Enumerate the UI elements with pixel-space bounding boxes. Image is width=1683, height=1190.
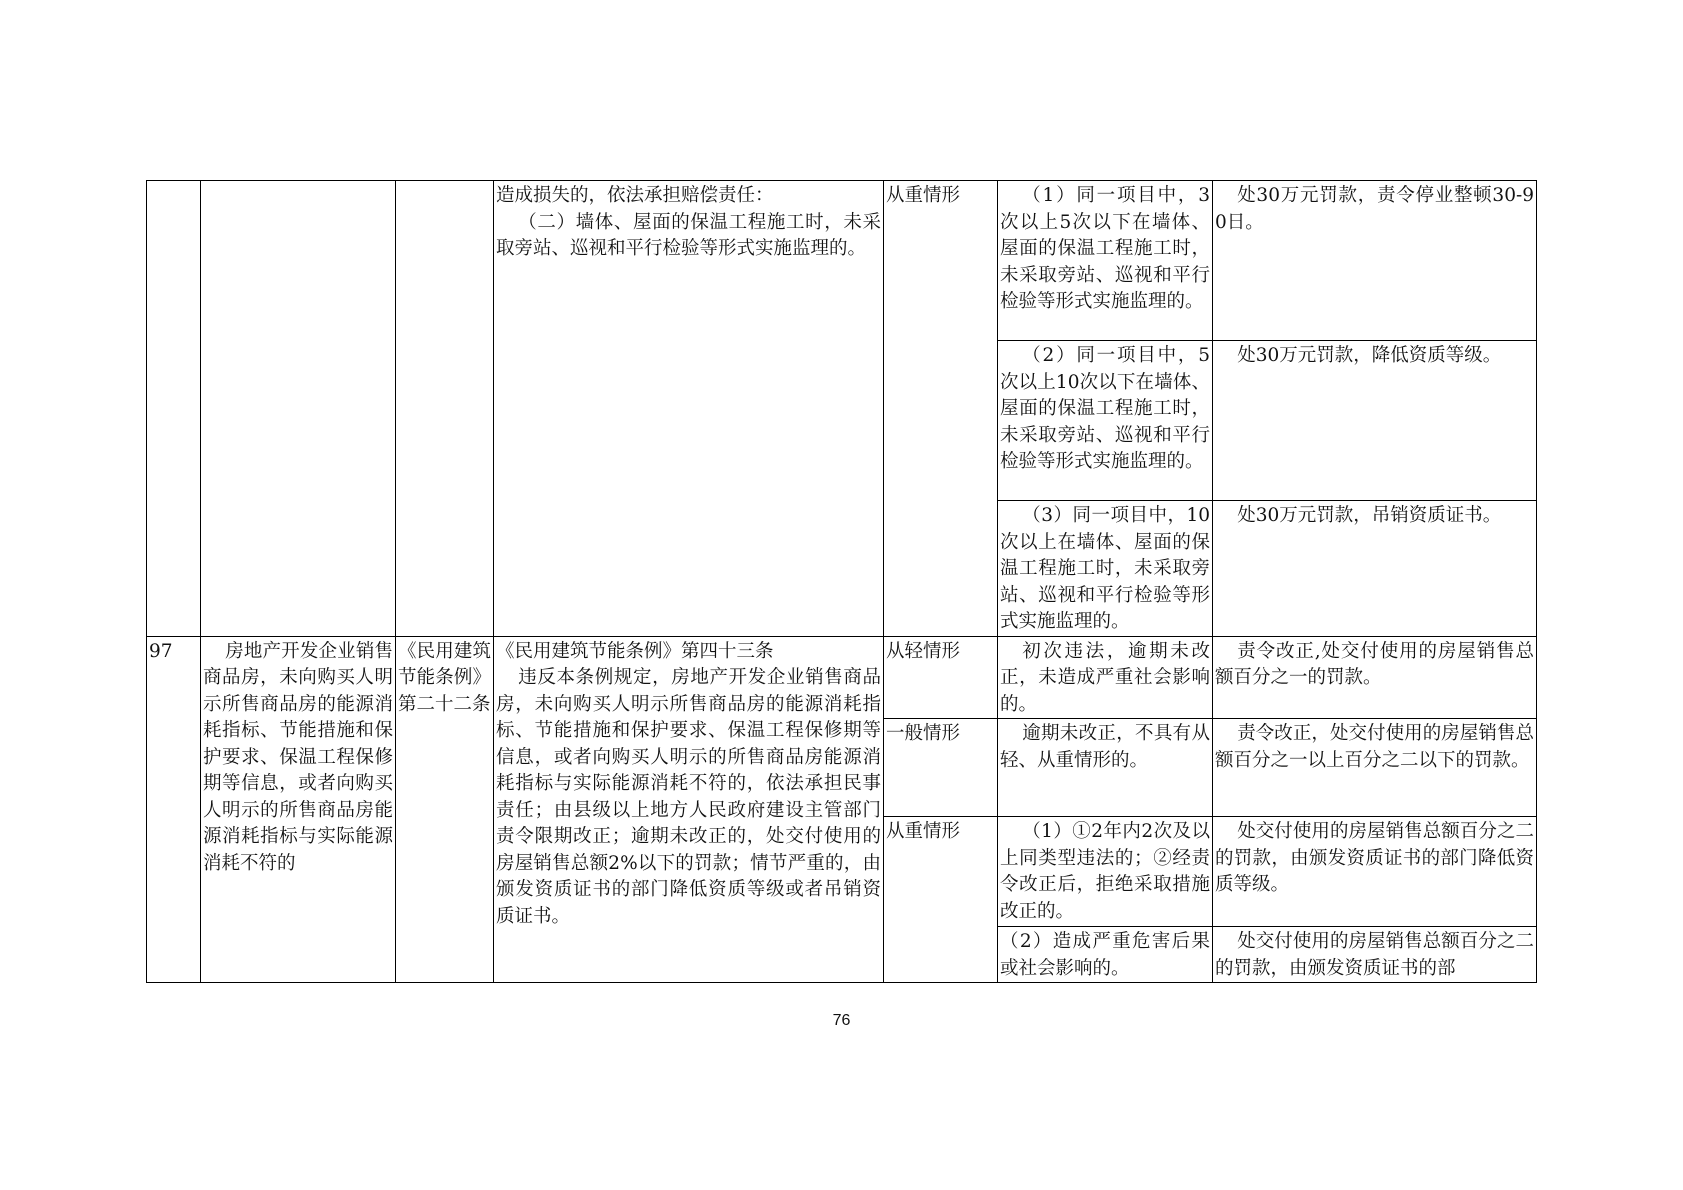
condition-cell: 初次违法，逾期未改正，未造成严重社会影响的。 <box>998 636 1213 719</box>
basis-paragraph: （二）墙体、屋面的保温工程施工时，未采取旁站、巡视和平行检验等形式实施监理的。 <box>496 211 881 259</box>
page-number: 76 <box>832 1012 851 1029</box>
severity-cell: 从重情形 <box>884 817 998 983</box>
penalty-standard-table <box>146 180 1537 983</box>
violation-cell <box>201 181 396 637</box>
violation-cell: 房地产开发企业销售商品房，未向购买人明示所售商品房的能源消耗指标、节能措施和保护要求、保温工程保修期等信息，或者向购买人明示的所售商品房能源消耗指标与实际能源消耗不符的 <box>201 636 396 983</box>
severity-cell: 从轻情形 <box>884 636 998 719</box>
basis-paragraph: 违反本条例规定，房地产开发企业销售商品房，未向购买人明示所售商品房的能源消耗指标、节能措施和保护要求、保温工程保修期等信息，或者向购买人明示的所售商品房能源消耗指标与实际能源消耗不符的，依法承担民事责任；由县级以上地方人民政府建设主管部门责令限期改正；逾期未改正的，处交付使用的房屋销售总额2%以下的罚款；情节严重的，由颁发资质证书的部门降低资质等级或者吊销资质证书。 <box>496 667 881 927</box>
severity-cell: 从重情形 <box>884 181 998 637</box>
basis-paragraph: 《民用建筑节能条例》第四十三条 <box>496 640 774 662</box>
condition-cell: （2）造成严重危害后果或社会影响的。 <box>998 927 1213 983</box>
legal-basis-cell <box>396 181 494 637</box>
penalty-cell: 处30万元罚款，降低资质等级。 <box>1213 341 1537 501</box>
penalty-basis-cell <box>494 636 884 983</box>
penalty-cell: 责令改正，处交付使用的房屋销售总额百分之一以上百分之二以下的罚款。 <box>1213 719 1537 817</box>
penalty-cell: 处交付使用的房屋销售总额百分之二的罚款，由颁发资质证书的部 <box>1213 927 1537 983</box>
condition-cell: （1）同一项目中，3次以上5次以下在墙体、屋面的保温工程施工时，未采取旁站、巡视和平行检验等形式实施监理的。 <box>998 181 1213 341</box>
condition-cell: 逾期未改正，不具有从轻、从重情形的。 <box>998 719 1213 817</box>
condition-cell: （1）①2年内2次及以上同类型违法的；②经责令改正后，拒绝采取措施改正的。 <box>998 817 1213 927</box>
penalty-basis-cell <box>494 181 884 637</box>
condition-cell: （2）同一项目中，5次以上10次以下在墙体、屋面的保温工程施工时，未采取旁站、巡视和平行检验等形式实施监理的。 <box>998 341 1213 501</box>
condition-cell: （3）同一项目中，10次以上在墙体、屋面的保温工程施工时，未采取旁站、巡视和平行检验等形式实施监理的。 <box>998 501 1213 637</box>
severity-cell: 一般情形 <box>884 719 998 817</box>
legal-basis-cell: 《民用建筑节能条例》第二十二条 <box>396 636 494 983</box>
penalty-cell: 处30万元罚款，吊销资质证书。 <box>1213 501 1537 637</box>
penalty-cell: 责令改正,处交付使用的房屋销售总额百分之一的罚款。 <box>1213 636 1537 719</box>
basis-paragraph: 造成损失的，依法承担赔偿责任： <box>496 185 774 206</box>
penalty-cell: 处30万元罚款，责令停业整顿30-90日。 <box>1213 181 1537 341</box>
penalty-cell: 处交付使用的房屋销售总额百分之二的罚款，由颁发资质证书的部门降低资质等级。 <box>1213 817 1537 927</box>
item-number-cell <box>147 181 201 637</box>
item-number-cell: 97 <box>147 636 201 983</box>
